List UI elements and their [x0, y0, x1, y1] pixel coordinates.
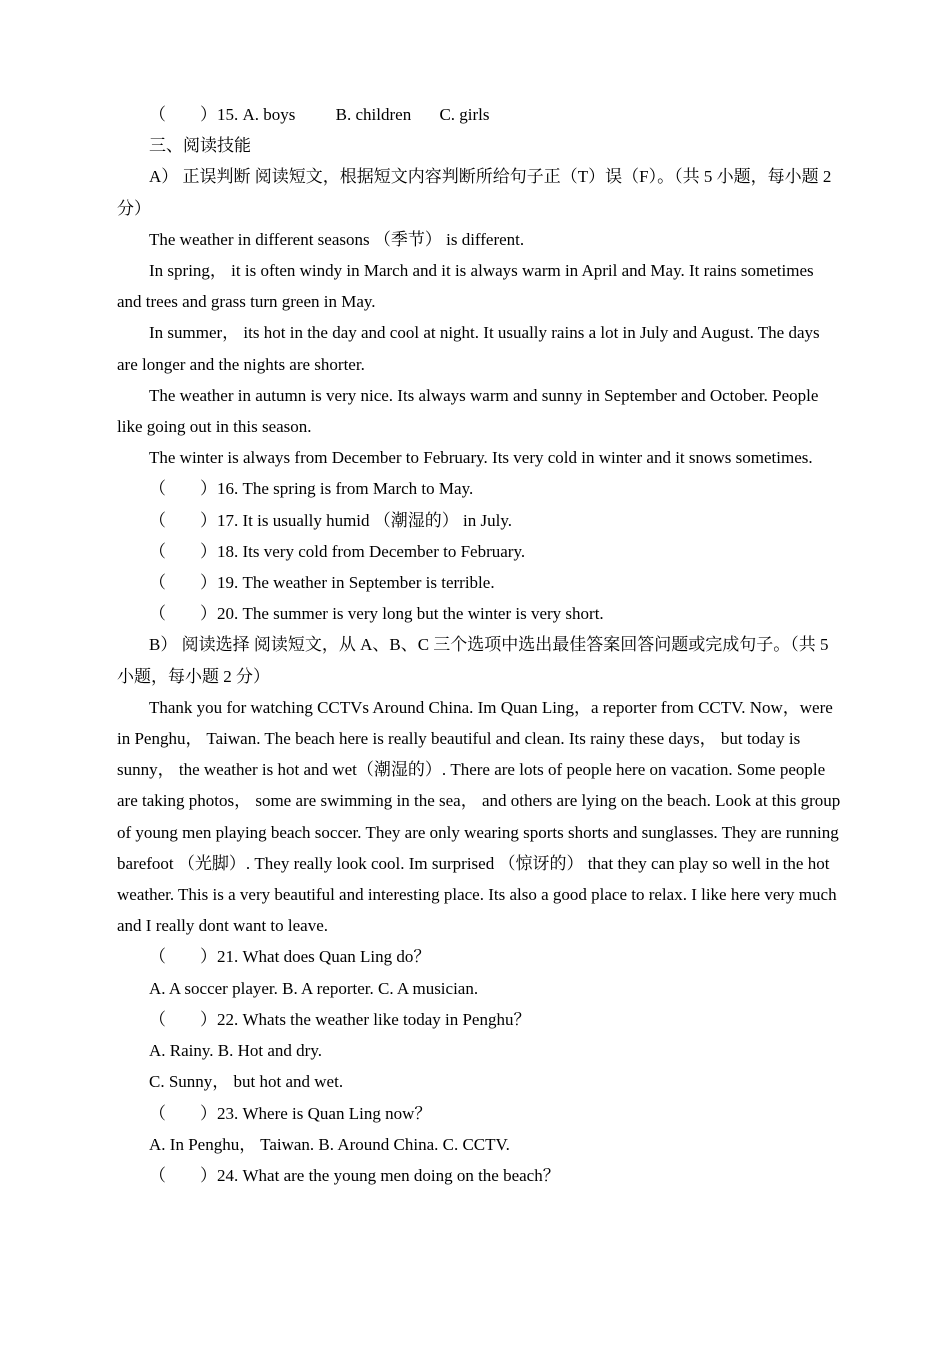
mc-options-line: A. Rainy. B. Hot and dry. — [149, 1041, 322, 1061]
question-15-option-b: B. children — [335, 105, 412, 124]
page-content — [117, 99, 841, 1191]
part-b-instruction: B） 阅读选择 阅读短文，从 A、B、C 三个选项中选出最佳答案回答问题或完成句子。（共 5 小题，每小题 2 分） — [117, 635, 829, 686]
part-a-instruction: A） 正误判断 阅读短文，根据短文内容判断所给句子正（T）误（F）。（共 5 小题，每小题 2 分） — [117, 167, 832, 218]
mc-question-line: （ ）24. What are the young men doing on the beach？ — [149, 1165, 560, 1185]
mc-question-line: （ ）21. What does Quan Ling do？ — [149, 947, 431, 967]
passage-a-paragraph: In summer， its hot in the day and cool at night. It usually rains a lot in July and August. The days are longer and the nights are shorter. — [117, 323, 820, 374]
passage-a-paragraph: In spring， it is often windy in March and it is always warm in April and May. It rains sometimes and trees and grass turn green in May. — [117, 261, 814, 312]
passage-b: Thank you for watching CCTVs Around China. Im Quan Ling，a reporter from CCTV. Now，were in Penghu， Taiwan. The beach here is really beautiful and clean. Its rainy these days， but today is sunny， the weather is hot and wet（潮湿的）. There are lots of people here on vacation. Some people are taking photos， some are swimming in the sea， and others are lying on the beach. Look at this group of young men playing beach soccer. They are only wearing sports shorts and sunglasses. They are running barefoot （光脚）. They really look cool. Im surprised （惊讶的） that they can play so well in the hot weather. This is a very beautiful and interesting place. Its also a good place to relax. I like here very much and I really dont want to leave. — [117, 697, 841, 936]
mc-options-line: A. A soccer player. B. A reporter. C. A musician. — [149, 978, 479, 998]
question-15-option-a: A. boys — [242, 105, 296, 124]
question-15-number: （ ）15. — [149, 105, 239, 124]
tf-question: （ ）17. It is usually humid （潮湿的） in July. — [149, 510, 512, 530]
tf-question: （ ）19. The weather in September is terrible. — [149, 573, 495, 593]
mc-question-line: （ ）23. Where is Quan Ling now？ — [149, 1103, 432, 1123]
mc-options-line: C. Sunny， but hot and wet. — [149, 1072, 344, 1092]
question-15-option-c: C. girls — [439, 105, 490, 124]
mc-options-line: A. In Penghu， Taiwan. B. Around China. C. CCTV. — [149, 1134, 510, 1154]
passage-a-paragraph: The weather in autumn is very nice. Its always warm and sunny in September and October. People like going out in this season. — [117, 385, 819, 437]
section-heading: 三、阅读技能 — [149, 136, 251, 156]
tf-question: （ ）16. The spring is from March to May. — [149, 479, 474, 499]
tf-question: （ ）18. Its very cold from December to February. — [149, 541, 526, 561]
question-15 — [117, 99, 841, 130]
passage-a-paragraph: The winter is always from December to February. Its very cold in winter and it snows sometimes. — [149, 448, 813, 468]
tf-question: （ ）20. The summer is very long but the winter is very short. — [149, 604, 604, 624]
passage-a-paragraph: The weather in different seasons （季节） is different. — [149, 229, 525, 249]
mc-question-line: （ ）22. Whats the weather like today in Penghu？ — [149, 1009, 531, 1029]
